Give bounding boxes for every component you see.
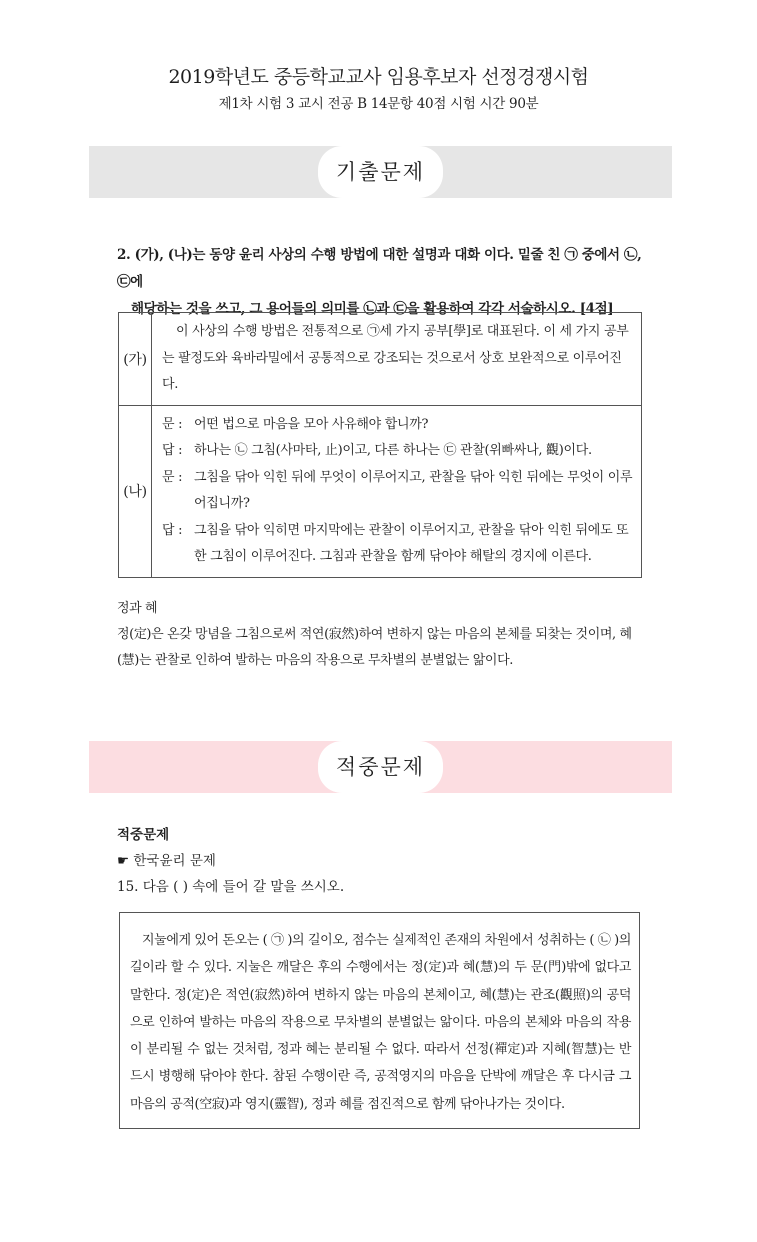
ga-text: 이 사상의 수행 방법은 전통적으로 ㉠세 가지 공부[學]로 대표된다. 이 세 가지 공부는 팔정도와 육바라밀에서 공통적으로 강조되는 것으로서 상호 보완적으로 이루어진다. (162, 324, 629, 392)
dialog-text: 어떤 법으로 마음을 모아 사유해야 합니까? (194, 416, 429, 432)
question-line-1: 2. (가), (나)는 동양 윤리 사상의 수행 방법에 대한 설명과 대화 이다. 밑줄 친 ㉠ 중에서 ㉡, ㉢에 (117, 247, 642, 290)
dialog-line (162, 518, 633, 571)
dialog-speaker: 문 : (162, 469, 183, 485)
dialog-speaker: 답 : (162, 443, 183, 458)
section-banner-past-exam (89, 146, 672, 198)
passage-text: 지눌에게 있어 돈오는 ( ㉠ )의 길이오, 점수는 실제적인 존재의 차원에서 성취하는 ( ㉡ )의 길이라 할 수 있다. 지눌은 깨달은 후의 수행에서는 정(定)과 혜(慧)의 두 문(門)밖에 없다고 말한다. 정(定)은 적연(寂然)하여 변하지 않는 마음의 본체이고, 혜(慧)는 관조(觀照)의 공덕으로 인하여 발하는 마음의 작용으로 무차별의 분별없는 앎이다. 마음의 본체와 마음의 작용이 분리될 수 없는 것처럼, 정과 혜는 분리될 수 없다. 따라서 선정(禪定)과 지혜(智慧)는 반드시 병행해 닦아야 한다. 참된 수행이란 즉, 공적영지의 마음을 단박에 깨달은 후 다시금 그 마음의 공적(空寂)과 영지(靈智), 정과 혜를 점진적으로 함께 닦아나가는 것이다. (130, 933, 631, 1112)
table-row-na (119, 405, 642, 577)
passage-box (119, 912, 640, 1129)
row-tag-na: (나) (119, 405, 152, 577)
question-line-2: 해당하는 것을 쓰고, 그 용어들의 의미를 ㉡과 ㉢을 활용하여 각각 서술하시오. [4점] (131, 301, 614, 317)
row-body-ga (152, 313, 642, 406)
predicted-question: 15. 다음 ( ) 속에 들어 갈 말을 쓰시오. (117, 879, 345, 895)
predicted-category: ☛ 한국윤리 문제 (117, 853, 216, 869)
dialog-line (162, 438, 633, 465)
section-label-past-exam: 기출문제 (318, 146, 443, 198)
row-tag-ga: (가) (119, 313, 152, 406)
answer-text: 정(定)은 온갖 망념을 그침으로써 적연(寂然)하여 변하지 않는 마음의 본체를 되찾는 것이며, 혜(慧)는 관찰로 인하여 발하는 마음의 작용으로 무차별의 분별없는 앎이다. (117, 627, 632, 668)
dialog-speaker: 답 : (162, 522, 183, 538)
row-body-na (152, 405, 642, 577)
dialog-line (162, 412, 633, 439)
dialog-line (162, 465, 633, 518)
question-prompt (117, 242, 647, 323)
answer-block (117, 596, 647, 674)
exam-subtitle: 제1차 시험 3 교시 전공 B 14문항 40점 시험 시간 90분 (218, 96, 539, 112)
section-label-predicted: 적중문제 (318, 741, 443, 793)
question-table (118, 312, 642, 578)
predicted-heading: 적중문제 (117, 827, 170, 843)
table-row-ga (119, 313, 642, 406)
dialog-text: 하나는 ㉡ 그침(사마타, 止)이고, 다른 하나는 ㉢ 관찰(위빠싸나, 觀)이다. (194, 443, 592, 458)
exam-title: 2019학년도 중등학교교사 임용후보자 선정경쟁시험 (168, 66, 589, 88)
dialog-text: 그침을 닦아 익히면 마지막에는 관찰이 이루어지고, 관찰을 닦아 익힌 뒤에도 또한 그침이 이루어진다. 그침과 관찰을 함께 닦아야 해탈의 경지에 이른다. (194, 522, 629, 564)
answer-title: 정과 혜 (117, 601, 158, 616)
section-banner-predicted (89, 741, 672, 793)
dialog-speaker: 문 : (162, 416, 183, 432)
dialog-text: 그침을 닦아 익힌 뒤에 무엇이 이루어지고, 관찰을 닦아 익힌 뒤에는 무엇이 이루어집니까? (194, 469, 633, 511)
